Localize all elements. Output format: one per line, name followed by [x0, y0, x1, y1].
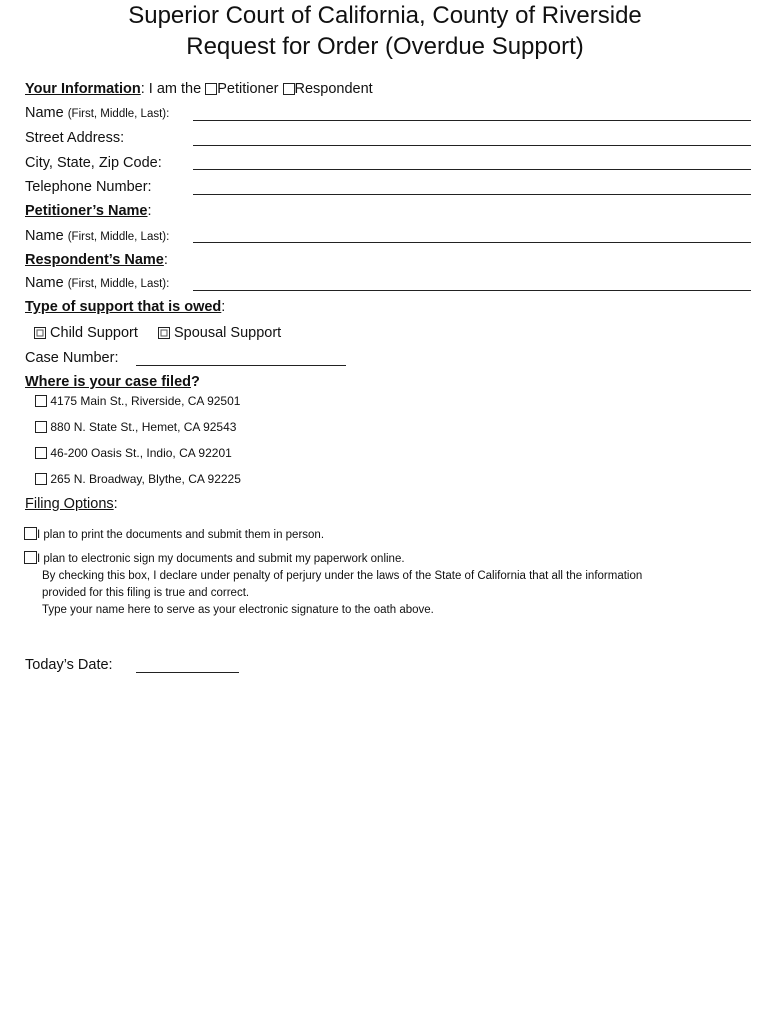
address-checkbox[interactable]	[35, 473, 47, 485]
address-option-indio[interactable]	[35, 446, 232, 460]
oath-line-1: By checking this box, I declare under penalty of perjury under the laws of the State of California that all the information	[42, 570, 643, 582]
filing-options-colon: :	[113, 496, 118, 512]
where-filed-heading-row	[25, 373, 200, 391]
respondent-checkbox[interactable]	[283, 83, 295, 95]
child-support-checkbox[interactable]	[34, 327, 46, 339]
support-type-heading-row	[25, 298, 225, 316]
address-checkbox[interactable]	[35, 395, 47, 407]
address-option-blythe[interactable]	[35, 472, 241, 486]
where-filed-heading: Where is your case filed	[25, 374, 192, 390]
address-option-riverside[interactable]	[35, 394, 240, 408]
telephone-field[interactable]	[193, 194, 751, 195]
spousal-support-checkbox[interactable]	[158, 327, 170, 339]
support-heading-colon: :	[221, 299, 226, 315]
case-number-field[interactable]	[136, 365, 346, 366]
form-subtitle: Request for Order (Overdue Support)	[186, 33, 584, 60]
case-number-label: Case Number:	[25, 350, 119, 366]
i-am-the-label: : I am the	[140, 81, 202, 97]
petitioner-label: Petitioner	[217, 81, 279, 97]
print-in-person-option[interactable]	[24, 527, 324, 542]
petitioner-heading-colon: :	[147, 203, 152, 219]
where-filed-question-mark: ?	[191, 374, 200, 390]
child-support-label: Child Support	[50, 325, 138, 341]
filing-options-heading: Filing Options	[25, 496, 114, 512]
your-information-heading: Your Information	[25, 81, 141, 97]
form-title: Superior Court of California, County of Riverside	[128, 2, 642, 29]
electronic-sign-label: I plan to electronic sign my documents and submit my paperwork online.	[37, 553, 405, 565]
petitioner-name-hint: (First, Middle, Last):	[67, 231, 170, 243]
todays-date-field[interactable]	[136, 672, 239, 673]
city-state-zip-field[interactable]	[193, 169, 751, 170]
petitioner-name-heading: Petitioner’s Name	[25, 203, 148, 219]
address-label: 880 N. State St., Hemet, CA 92543	[50, 420, 237, 434]
respondent-name-heading-row	[25, 251, 168, 269]
your-information-row	[25, 80, 373, 98]
oath-line-2: provided for this filing is true and correct.	[42, 587, 250, 599]
print-in-person-label: I plan to print the documents and submit them in person.	[37, 529, 325, 541]
support-options-row	[34, 324, 281, 342]
respondent-name-row	[25, 274, 169, 293]
respondent-heading-colon: :	[163, 252, 168, 268]
print-in-person-checkbox[interactable]	[24, 527, 37, 540]
address-label: 265 N. Broadway, Blythe, CA 92225	[50, 472, 241, 486]
address-label: 46-200 Oasis St., Indio, CA 92201	[50, 446, 232, 460]
respondent-name-label: Name	[25, 275, 64, 291]
todays-date-label: Today’s Date:	[25, 657, 113, 673]
oath-line-3: Type your name here to serve as your electronic signature to the oath above.	[42, 604, 434, 616]
respondent-name-heading: Respondent’s Name	[25, 252, 164, 268]
electronic-sign-checkbox[interactable]	[24, 551, 37, 564]
filing-options-heading-row	[25, 495, 118, 513]
respondent-label: Respondent	[294, 81, 373, 97]
electronic-sign-option[interactable]	[24, 551, 405, 566]
respondent-name-hint: (First, Middle, Last):	[67, 278, 170, 290]
support-type-heading: Type of support that is owed	[25, 299, 222, 315]
petitioner-checkbox[interactable]	[205, 83, 217, 95]
petitioner-name-field[interactable]	[193, 242, 751, 243]
street-address-field[interactable]	[193, 145, 751, 146]
telephone-label: Telephone Number:	[25, 179, 152, 195]
spousal-support-label: Spousal Support	[173, 325, 282, 341]
address-checkbox[interactable]	[35, 421, 47, 433]
your-name-row	[25, 104, 169, 123]
your-name-field[interactable]	[193, 120, 751, 121]
petitioner-name-label: Name	[25, 228, 64, 244]
city-state-zip-label: City, State, Zip Code:	[25, 155, 162, 171]
address-label: 4175 Main St., Riverside, CA 92501	[50, 394, 241, 408]
petitioner-name-row	[25, 227, 169, 246]
your-name-label: Name	[25, 105, 64, 121]
respondent-name-field[interactable]	[193, 290, 751, 291]
address-checkbox[interactable]	[35, 447, 47, 459]
street-address-label: Street Address:	[25, 130, 125, 146]
petitioner-name-heading-row	[25, 202, 152, 220]
your-name-hint: (First, Middle, Last):	[67, 108, 170, 120]
address-option-hemet[interactable]	[35, 420, 236, 434]
